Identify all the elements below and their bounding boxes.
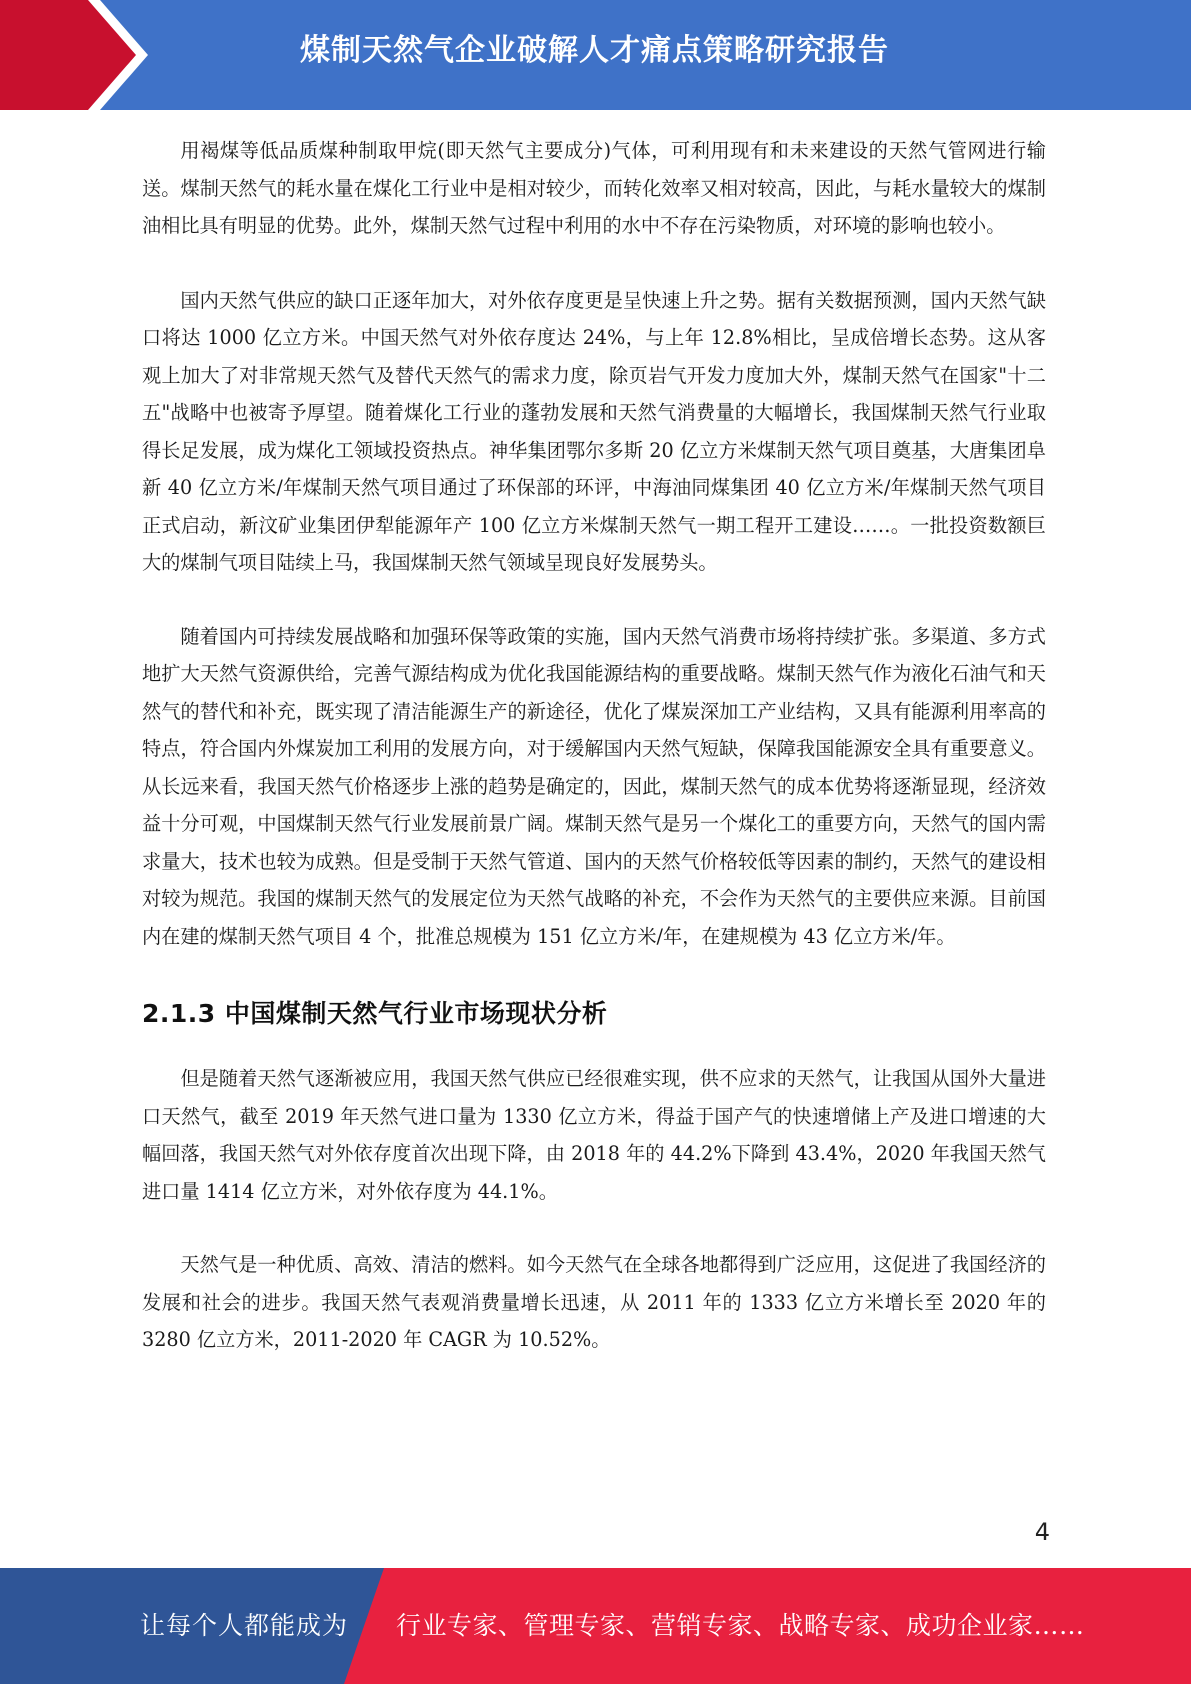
footer-slogan-right: 行业专家、管理专家、营销专家、战略专家、成功企业家…… (396, 1611, 1085, 1640)
header-banner (0, 0, 1191, 110)
chevron-arrow-icon (0, 0, 160, 110)
section-heading: 2.1.3 中国煤制天然气行业市场现状分析 (142, 999, 608, 1028)
footer-banner (0, 1568, 1191, 1684)
body-paragraph: 国内天然气供应的缺口正逐年加大，对外依存度更是呈快速上升之势。据有关数据预测，国内天然气缺口将达 1000 亿立方米。中国天然气对外依存度达 24%，与上年 12.8%相比，呈成倍增长态势。这从客观上加大了对非常规天然气及替代天然气的需求力度，除页岩气开发力度加大外，煤制天然气在国家"十二五"战略中也被寄予厚望。随着煤化工行业的蓬勃发展和天然气消费量的大幅增长，我国煤制天然气行业取得长足发展，成为煤化工领域投资热点。神华集团鄂尔多斯 20 亿立方米煤制天然气项目奠基，大唐集团阜新 40 亿立方米/年煤制天然气项目通过了环保部的环评，中海油同煤集团 40 亿立方米/年煤制天然气项目正式启动，新汶矿业集团伊犁能源年产 100 亿立方米煤制天然气一期工程开工建设……。一批投资数额巨大的煤制气项目陆续上马，我国煤制天然气领域呈现良好发展势头。 (142, 288, 1046, 574)
body-paragraph: 随着国内可持续发展战略和加强环保等政策的实施，国内天然气消费市场将持续扩张。多渠道、多方式地扩大天然气资源供给，完善气源结构成为优化我国能源结构的重要战略。煤制天然气作为液化石油气和天然气的替代和补充，既实现了清洁能源生产的新途径，优化了煤炭深加工产业结构，又具有能源利用率高的特点，符合国内外煤炭加工利用的发展方向，对于缓解国内天然气短缺，保障我国能源安全具有重要意义。从长远来看，我国天然气价格逐步上涨的趋势是确定的，因此，煤制天然气的成本优势将逐渐显现，经济效益十分可观，中国煤制天然气行业发展前景广阔。煤制天然气是另一个煤化工的重要方向，天然气的国内需求量大，技术也较为成熟。但是受制于天然气管道、国内的天然气价格较低等因素的制约，天然气的建设相对较为规范。我国的煤制天然气的发展定位为天然气战略的补充，不会作为天然气的主要供应来源。目前国内在建的煤制天然气项目 4 个，批准总规模为 151 亿立方米/年，在建规模为 43 亿立方米/年。 (142, 624, 1046, 948)
page-number: 4 (1034, 1518, 1050, 1546)
footer-slogan-left: 让每个人都能成为 (140, 1611, 349, 1640)
body-paragraph: 用褐煤等低品质煤种制取甲烷(即天然气主要成分)气体，可利用现有和未来建设的天然气管网进行输送。煤制天然气的耗水量在煤化工行业中是相对较少，而转化效率又相对较高，因此，与耗水量较大的煤制油相比具有明显的优势。此外，煤制天然气过程中利用的水中不存在污染物质，对环境的影响也较小。 (142, 139, 1046, 237)
body-paragraph: 天然气是一种优质、高效、清洁的燃料。如今天然气在全球各地都得到广泛应用，这促进了我国经济的发展和社会的进步。我国天然气表观消费量增长迅速，从 2011 年的 1333 亿立方米增长至 2020 年的 3280 亿立方米，2011-2020 年 CAGR 为 10.52%。 (142, 1253, 1046, 1351)
report-title: 煤制天然气企业破解人才痛点策略研究报告 (300, 33, 889, 68)
body-paragraph: 但是随着天然气逐渐被应用，我国天然气供应已经很难实现，供不应求的天然气，让我国从国外大量进口天然气，截至 2019 年天然气进口量为 1330 亿立方米，得益于国产气的快速增储上产及进口增速的大幅回落，我国天然气对外依存度首次出现下降，由 2018 年的 44.2%下降到 43.4%，2020 年我国天然气进口量 1414 亿立方米，对外依存度为 44.1%。 (142, 1067, 1046, 1203)
main-content (142, 132, 1046, 1359)
